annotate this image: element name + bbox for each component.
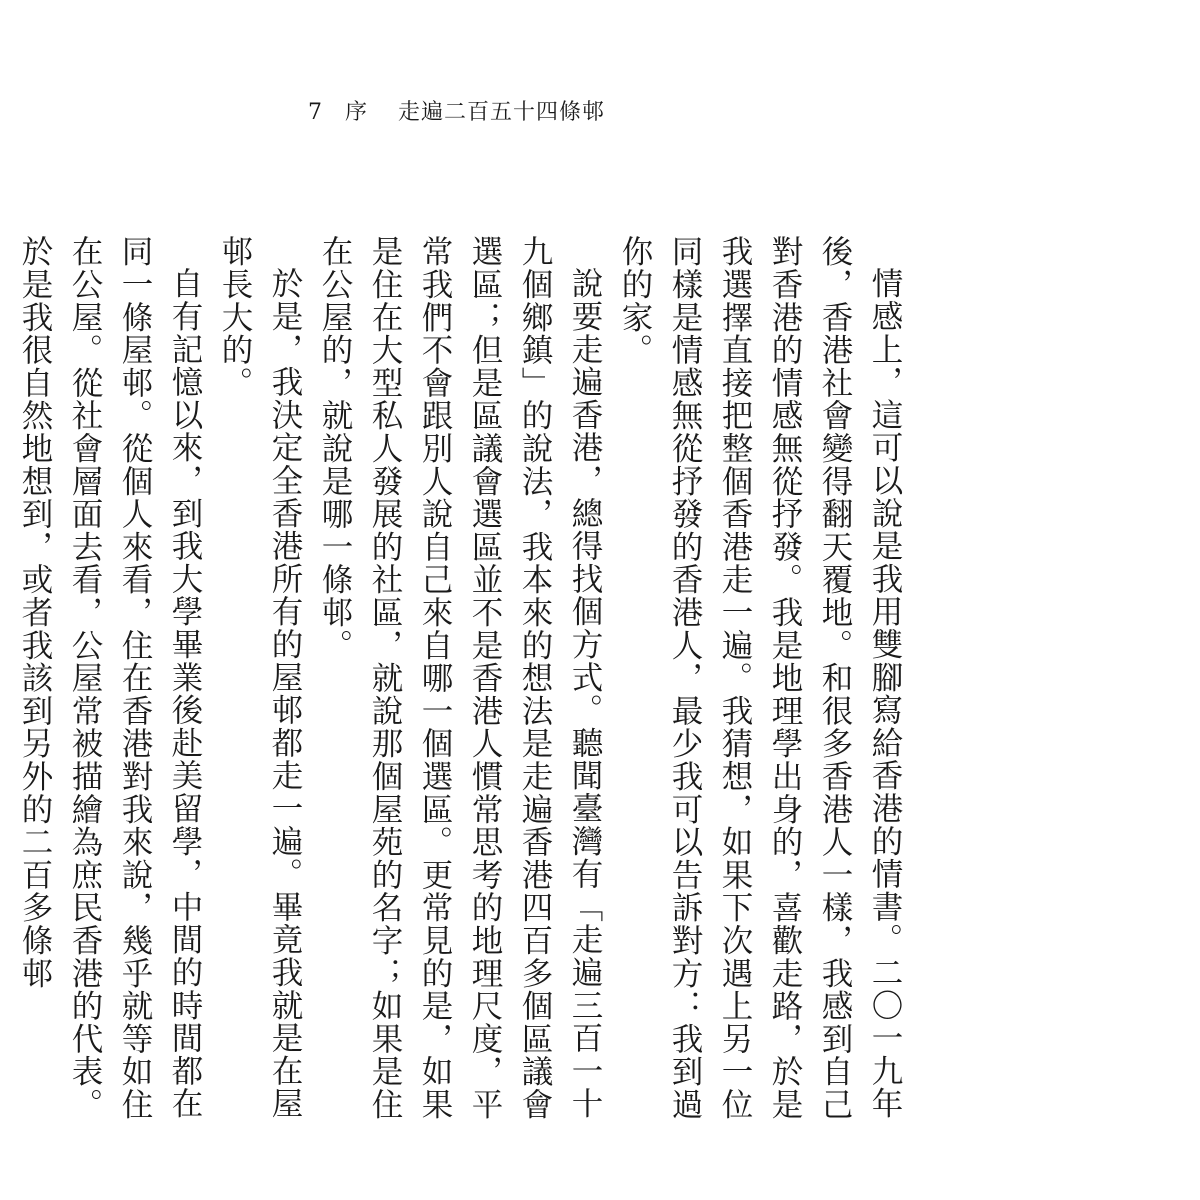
running-header [308, 98, 605, 128]
paragraph: 說要走遍香港，總得找個方式。聽聞臺灣有「走遍三百一十九個鄉鎮」的說法，我本來的想法是走遍香港四百多個區議會選區；但是區議會選區並不是香港人慣常思考的地理尺度，平常我們不會跟別人說自己來自哪一個選區。更常見的是，如果是住在大型私人發展的社區，就說那個屋苑的名字；如果是住在公屋的，就說是哪一條邨。 [317, 235, 603, 1121]
body-text [17, 235, 910, 1125]
chapter-title: 走遍二百五十四條邨 [398, 100, 606, 125]
paragraph: 自有記憶以來，到我大學畢業後赴美留學，中間的時間都在同一條屋邨。從個人來看，住在香港對我來說，幾乎就等如住在公屋。從社會層面去看，公屋常被描繪為庶民香港的代表。於是我很自然地想到，或者我該到另外的二百多條邨 [17, 235, 203, 1121]
paragraph: 情感上，這可以說是我用雙腳寫給香港的情書。二〇一九年後，香港社會變得翻天覆地。和很多香港人一樣，我感到自己對香港的情感無從抒發。我是地理學出身的，喜歡走路，於是我選擇直接把整個香港走一遍。我猜想，如果下次遇上另一位同樣是情感無從抒發的香港人，最少我可以告訴對方：我到過你的家。 [617, 235, 903, 1121]
chapter-label: 序 [345, 100, 369, 125]
paragraph: 於是，我決定全香港所有的屋邨都走一遍。畢竟我就是在屋邨長大的。 [217, 235, 303, 1120]
page-number: 7 [308, 100, 323, 125]
